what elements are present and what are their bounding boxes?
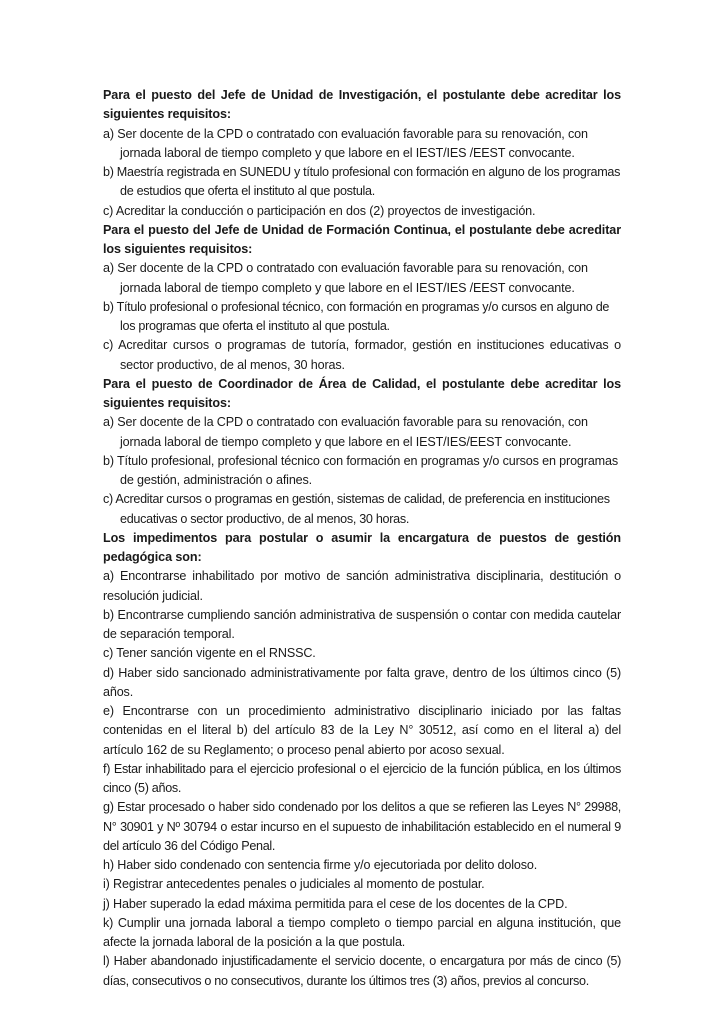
- section-heading: Para el puesto del Jefe de Unidad de Investigación, el postulante debe acreditar los siguientes requisitos:: [103, 88, 621, 122]
- impediment-item: i) Registrar antecedentes penales o judiciales al momento de postular.: [103, 877, 485, 892]
- section-impedimentos: [103, 529, 621, 991]
- section-jefe-investigacion: [103, 86, 621, 221]
- requirement-item: c) Acreditar cursos o programas en gestión, sistemas de calidad, de preferencia en instituciones educativas o sector productivo, de al menos, 30 horas.: [103, 492, 610, 526]
- impediment-item: a) Encontrarse inhabilitado por motivo de sanción administrativa disciplinaria, destitución o resolución judicial.: [103, 569, 621, 603]
- requirement-item: b) Maestría registrada en SUNEDU y título profesional con formación en alguno de los programas de estudios que oferta el instituto al que postula.: [103, 165, 621, 199]
- impediment-item: e) Encontrarse con un procedimiento administrativo disciplinario iniciado por las faltas contenidas en el literal b) del artículo 83 de la Ley N° 30512, así como en el literal a) del artículo 162 de su Reglamento; o proceso penal abierto por acoso sexual.: [103, 704, 621, 757]
- impediment-item: f) Estar inhabilitado para el ejercicio profesional o el ejercicio de la función pública, en los últimos cinco (5) años.: [103, 761, 621, 795]
- impediment-item: l) Haber abandonado injustificadamente el servicio docente, o encargatura por más de cinco (5) días, consecutivos o no consecutivos, durante los últimos tres (3) años, previos al concurso.: [103, 954, 621, 988]
- requirement-item: c) Acreditar cursos o programas de tutoría, formador, gestión en instituciones educativas o sector productivo, de al menos, 30 horas.: [103, 338, 621, 372]
- impediment-item: j) Haber superado la edad máxima permitida para el cese de los docentes de la CPD.: [103, 896, 568, 911]
- requirement-item: a) Ser docente de la CPD o contratado con evaluación favorable para su renovación, con jornada laboral de tiempo completo y que labore en el IEST/IES/EEST convocante.: [103, 415, 588, 449]
- requirement-item: b) Título profesional, profesional técnico con formación en programas y/o cursos en programas de gestión, administración o afines.: [103, 453, 619, 487]
- section-coordinador-calidad: [103, 375, 621, 529]
- requirement-item: c) Acreditar la conducción o participación en dos (2) proyectos de investigación.: [103, 203, 536, 218]
- requirement-item: b) Título profesional o profesional técnico, con formación en programas y/o cursos en alguno de los programas que oferta el instituto al que postula.: [103, 299, 610, 333]
- impediment-item: h) Haber sido condenado con sentencia firme y/o ejecutoriada por delito doloso.: [103, 858, 538, 872]
- impediment-item: b) Encontrarse cumpliendo sanción administrativa de suspensión o contar con medida cautelar de separación temporal.: [103, 607, 621, 641]
- impediment-item: g) Estar procesado o haber sido condenado por los delitos a que se refieren las Leyes N° 29988, N° 30901 y Nº 30794 o estar incurso en el supuesto de inhabilitación establecido en el numeral 9 del artículo 36 del Código Penal.: [103, 800, 621, 853]
- section-heading: Los impedimentos para postular o asumir la encargatura de puestos de gestión pedagógica son:: [103, 530, 621, 564]
- document-page: [103, 86, 621, 991]
- section-heading: Para el puesto de Coordinador de Área de Calidad, el postulante debe acreditar los siguientes requisitos:: [103, 376, 621, 410]
- requirement-item: a) Ser docente de la CPD o contratado con evaluación favorable para su renovación, con jornada laboral de tiempo completo y que labore en el IEST/IES /EEST convocante.: [103, 126, 588, 160]
- section-jefe-formacion-continua: [103, 221, 621, 375]
- requirement-item: a) Ser docente de la CPD o contratado con evaluación favorable para su renovación, con jornada laboral de tiempo completo y que labore en el IEST/IES /EEST convocante.: [103, 261, 588, 295]
- impediment-item: d) Haber sido sancionado administrativamente por falta grave, dentro de los últimos cinco (5) años.: [103, 665, 621, 699]
- impediment-item: c) Tener sanción vigente en el RNSSC.: [103, 646, 316, 661]
- impediment-item: k) Cumplir una jornada laboral a tiempo completo o tiempo parcial en alguna institución, que afecte la jornada laboral de la posición a la que postula.: [103, 915, 621, 949]
- section-heading: Para el puesto del Jefe de Unidad de Formación Continua, el postulante debe acreditar los siguientes requisitos:: [103, 222, 621, 256]
